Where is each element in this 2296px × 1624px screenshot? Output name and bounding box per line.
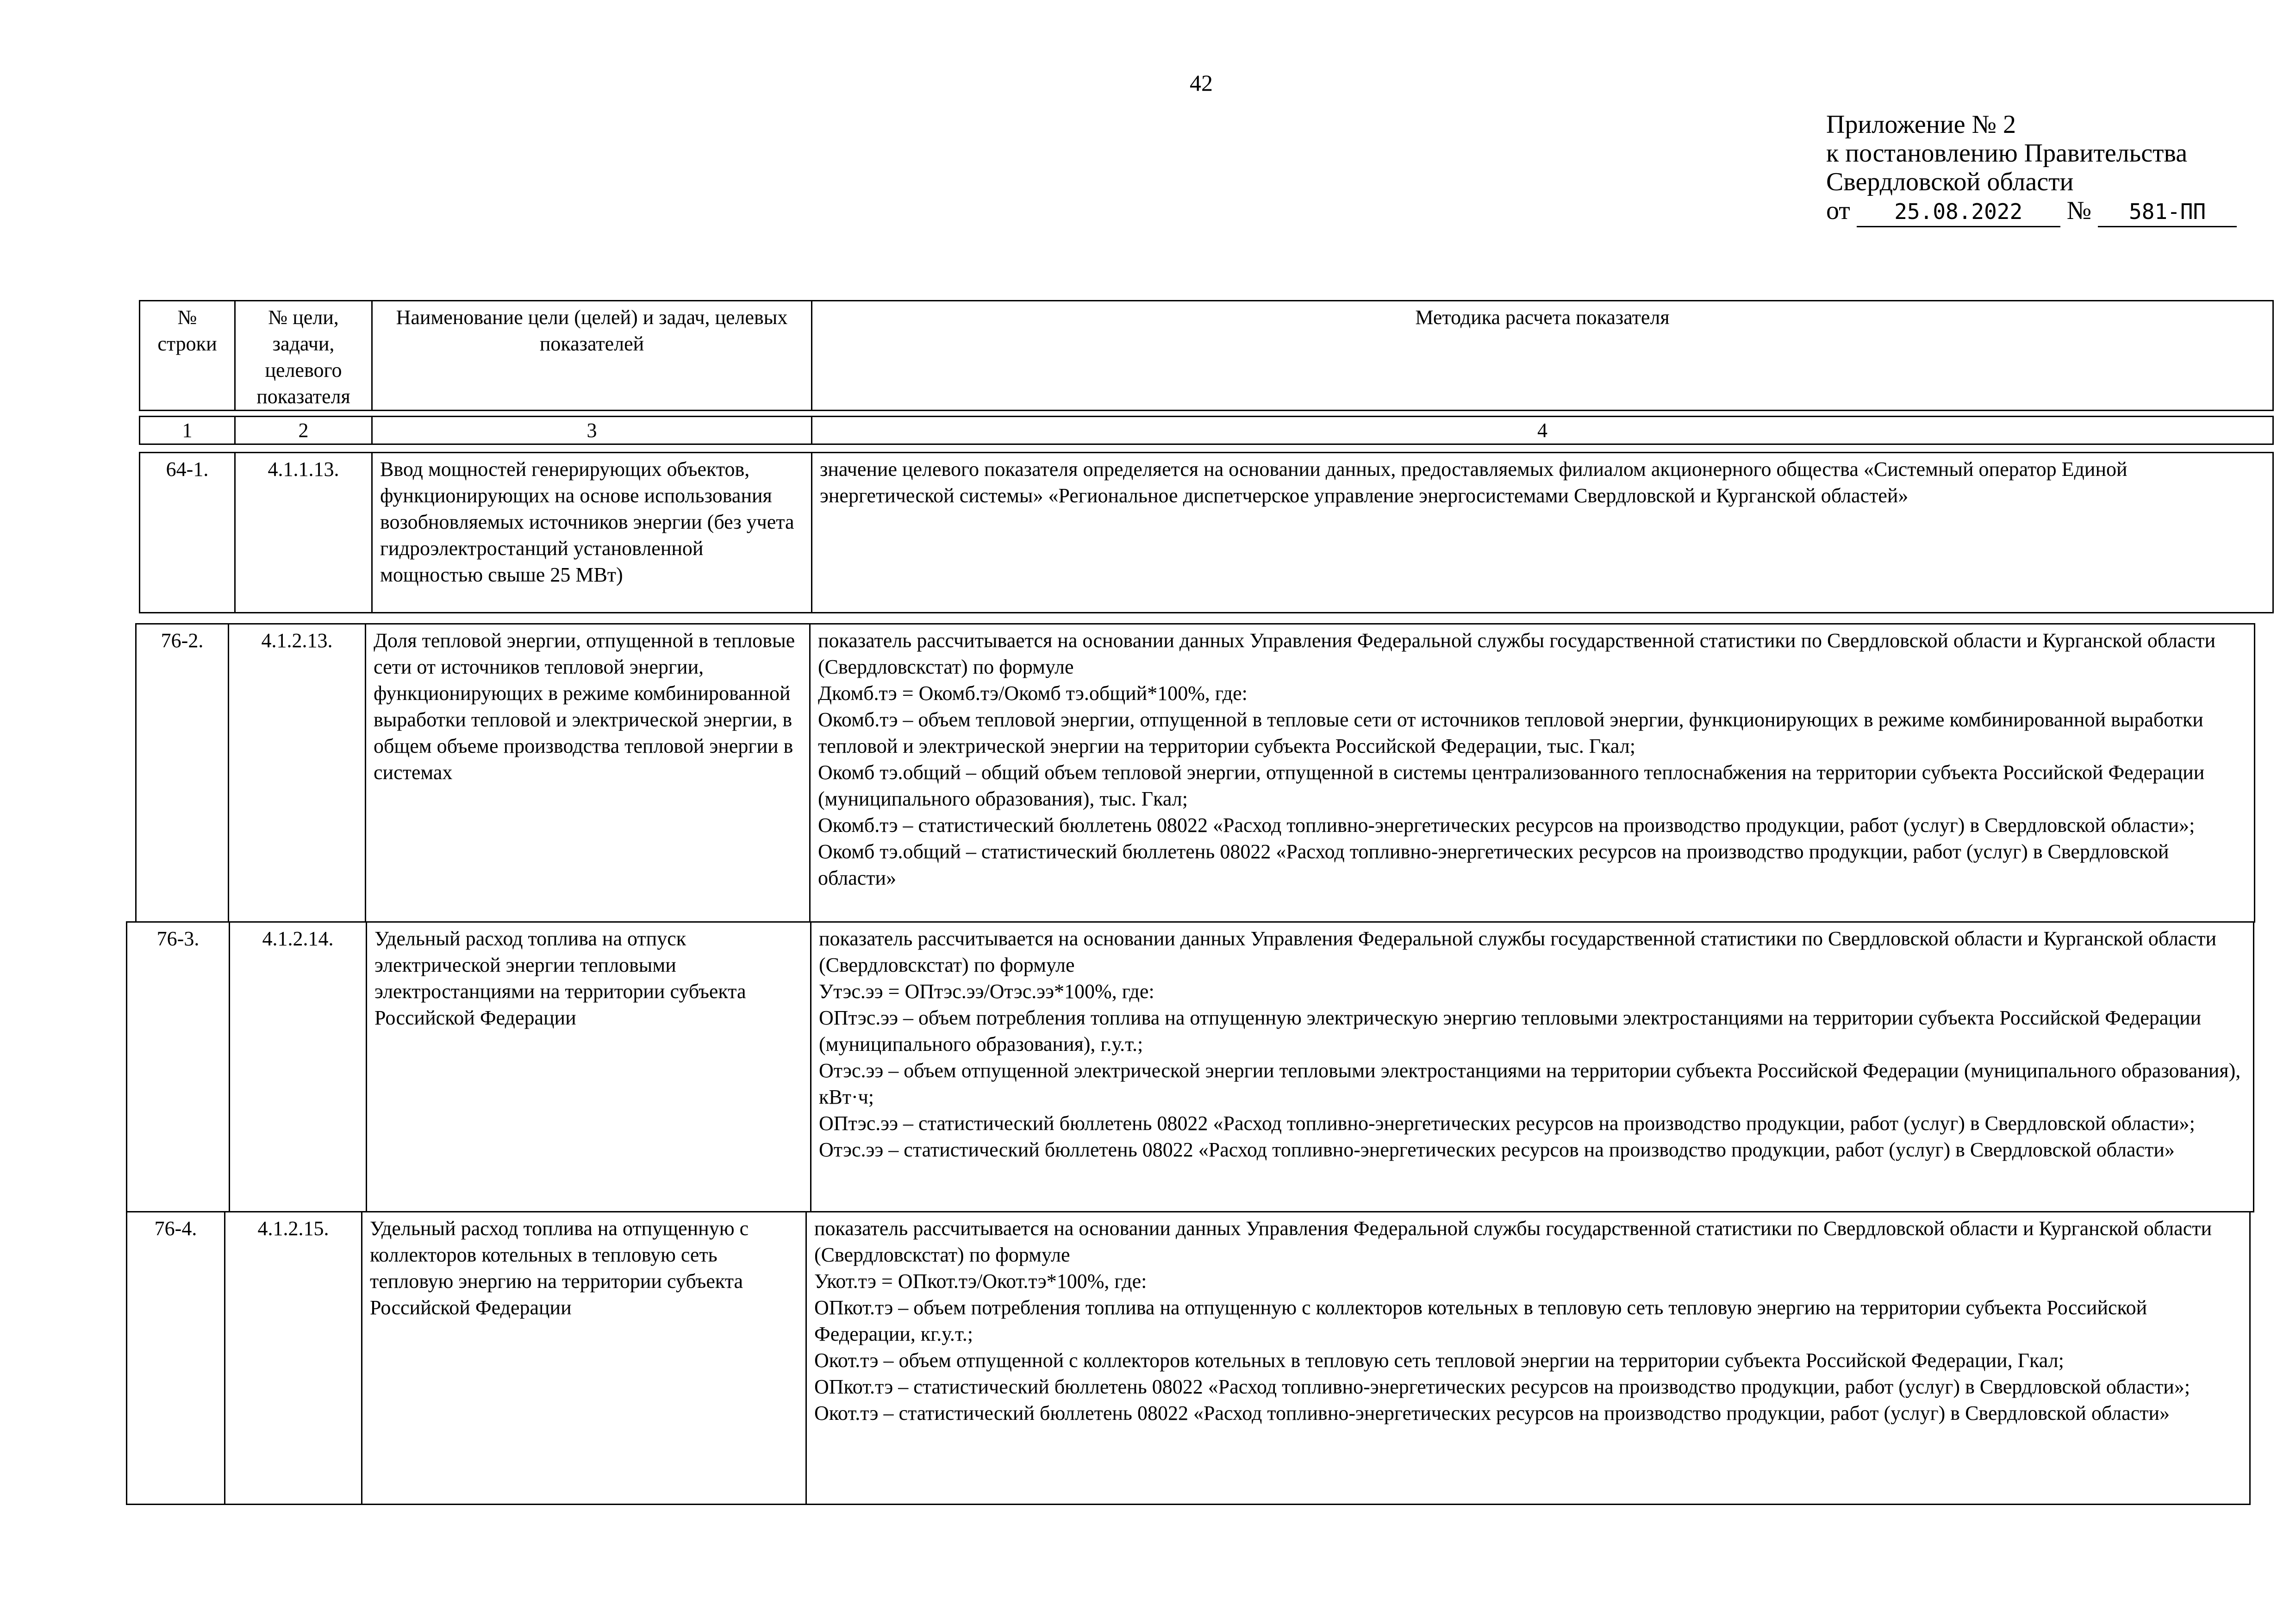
method-line: Окомб.тэ – статистический бюллетень 08022 «Расход топливно-энергетических ресурсов на производство продукции, работ (услуг) в Свердловской области»; [818, 814, 2195, 837]
method-line: Окомб тэ.общий – общий объем тепловой энергии, отпущенной в системы централизованного теплоснабжения на территории субъекта Российской Федерации (муниципального образования), тыс. Гкал; [818, 761, 2205, 810]
table-row [127, 922, 2254, 1212]
indicator-name: Ввод мощностей генерирующих объектов, функционирующих на основе использования возобновляемых источников энергии (без учета гидроэлектростанций установленной мощностью свыше 25 МВт) [372, 453, 812, 613]
method-line: Укот.тэ = ОПкот.тэ/Окот.тэ*100%, где: [814, 1270, 1147, 1293]
goal-number: 4.1.2.13. [229, 624, 366, 922]
header-goal-no: № цели, задачи, целевого показателя [235, 301, 372, 411]
indicator-name: Удельный расход топлива на отпуск электрической энергии тепловыми электростанциями на территории субъекта Российской Федерации [367, 922, 811, 1212]
indicator-method [806, 1212, 2250, 1505]
method-line: значение целевого показателя определяется на основании данных, предоставляемых филиалом акционерного общества «Системный оператор Единой энергетической системы» «Региональное диспетчерское управление энергосистемами Свердловской и Курганской областей» [820, 458, 2128, 507]
method-line: ОПкот.тэ – объем потребления топлива на отпущенную с коллекторов котельных в тепловую сеть тепловую энергию на территории субъекта Российской Федерации, кг.у.т.; [814, 1296, 2147, 1345]
resolution-number: 581-ПП [2098, 197, 2237, 227]
page-number: 42 [1190, 70, 1213, 96]
appendix-region: Свердловской области [1826, 168, 2074, 196]
method-line: Отэс.ээ – статистический бюллетень 08022 «Расход топливно-энергетических ресурсов на производство продукции, работ (услуг) в Свердловской области» [819, 1138, 2175, 1161]
number-label: № [2066, 196, 2092, 225]
table-block-2 [135, 623, 2255, 923]
table-block-4 [126, 1211, 2251, 1505]
row-number: 64-1. [140, 453, 235, 613]
appendix-date-line [1826, 196, 2237, 227]
col-number-1: 1 [140, 417, 235, 444]
appendix-resolution: к постановлению Правительства [1826, 139, 2188, 168]
col-number-2: 2 [235, 417, 372, 444]
row-number: 76-3. [127, 922, 230, 1212]
appendix-title: Приложение № 2 [1826, 110, 2016, 139]
indicator-name: Доля тепловой энергии, отпущенной в тепловые сети от источников тепловой энергии, функционирующих в режиме комбинированной выработки тепловой и электрической энергии, в общем объеме производства тепловой энергии в системах [366, 624, 810, 922]
indicator-method [811, 922, 2254, 1212]
goal-number: 4.1.2.15. [225, 1212, 362, 1505]
resolution-date: 25.08.2022 [1857, 197, 2060, 227]
goal-number: 4.1.2.14. [230, 922, 367, 1212]
method-line: Окомб тэ.общий – статистический бюллетень 08022 «Расход топливно-энергетических ресурсов на производство продукции, работ (услуг) в Свердловской области» [818, 840, 2169, 889]
table-row [140, 453, 2273, 613]
col-number-4: 4 [812, 417, 2273, 444]
appendix-block [1826, 110, 2237, 227]
from-label: от [1826, 196, 1850, 225]
method-line: Окот.тэ – статистический бюллетень 08022 «Расход топливно-энергетических ресурсов на производство продукции, работ (услуг) в Свердловской области» [814, 1402, 2170, 1424]
method-line: Утэс.ээ = ОПтэс.ээ/Отэс.ээ*100%, где: [819, 980, 1154, 1003]
table-block-3 [126, 921, 2254, 1212]
method-line: ОПкот.тэ – статистический бюллетень 08022 «Расход топливно-энергетических ресурсов на производство продукции, работ (услуг) в Свердловской области»; [814, 1375, 2190, 1398]
header-row-no: № строки [140, 301, 235, 411]
method-line: Окот.тэ – объем отпущенной с коллекторов котельных в тепловую сеть тепловой энергии на территории субъекта Российской Федерации, Гкал; [814, 1349, 2064, 1372]
indicator-name: Удельный расход топлива на отпущенную с коллекторов котельных в тепловую сеть тепловую энергию на территории субъекта Российской Федерации [362, 1212, 806, 1505]
col-number-3: 3 [372, 417, 812, 444]
indicator-method [810, 624, 2255, 922]
method-line: ОПтэс.ээ – объем потребления топлива на отпущенную электрическую энергию тепловыми электростанциями на территории субъекта Российской Федерации (муниципального образования), г.у.т.; [819, 1006, 2202, 1056]
method-line: показатель рассчитывается на основании данных Управления Федеральной службы государственной статистики по Свердловской области и Курганской области (Свердловскстат) по формуле [818, 629, 2216, 678]
header-name: Наименование цели (целей) и задач, целевых показателей [372, 301, 812, 411]
method-line: Отэс.ээ – объем отпущенной электрической энергии тепловыми электростанциями на территории субъекта Российской Федерации (муниципального образования), кВт·ч; [819, 1059, 2241, 1108]
method-line: Окомб.тэ – объем тепловой энергии, отпущенной в тепловые сети от источников тепловой энергии, функционирующих в режиме комбинированной выработки тепловой и электрической энергии на территории субъекта Российской Федерации, тыс. Гкал; [818, 708, 2203, 757]
row-number: 76-2. [136, 624, 229, 922]
header-method: Методика расчета показателя [812, 301, 2273, 411]
column-numbers [139, 416, 2274, 445]
table-header [139, 300, 2274, 411]
table-row [127, 1212, 2250, 1505]
table-block-1 [139, 452, 2274, 613]
method-line: Дкомб.тэ = Окомб.тэ/Окомб тэ.общий*100%, где: [818, 682, 1248, 705]
row-number: 76-4. [127, 1212, 225, 1505]
method-line: показатель рассчитывается на основании данных Управления Федеральной службы государственной статистики по Свердловской области и Курганской области (Свердловскстат) по формуле [819, 927, 2217, 976]
method-line: ОПтэс.ээ – статистический бюллетень 08022 «Расход топливно-энергетических ресурсов на производство продукции, работ (услуг) в Свердловской области»; [819, 1112, 2195, 1135]
method-line: показатель рассчитывается на основании данных Управления Федеральной службы государственной статистики по Свердловской области и Курганской области (Свердловскстат) по формуле [814, 1217, 2212, 1266]
goal-number: 4.1.1.13. [235, 453, 372, 613]
table-row [136, 624, 2255, 922]
indicator-method [812, 453, 2273, 613]
